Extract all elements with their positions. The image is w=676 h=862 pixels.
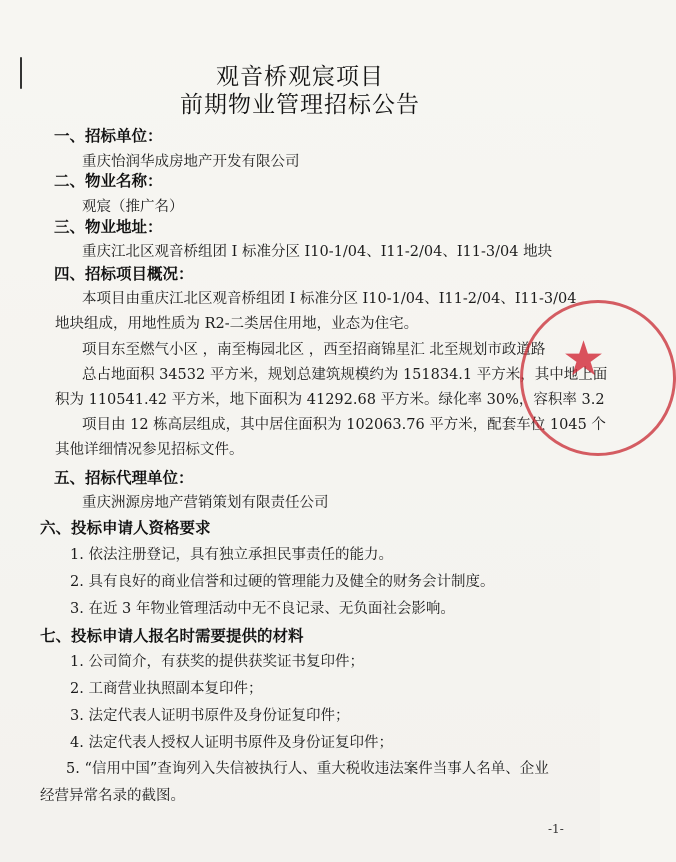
section-6-item-2: 2. 具有良好的商业信誉和过硬的管理能力及健全的财务会计制度。 xyxy=(70,574,495,590)
section-7-item-5: 5. “信用中国”查询列入失信被执行人、重大税收违法案件当事人名单、企业 xyxy=(66,761,549,777)
section-7-item-1: 1. 公司简介，有获奖的提供获奖证书复印件； xyxy=(70,654,364,670)
section-heading-7: 七、投标申请人报名时需要提供的材料 xyxy=(40,627,304,645)
section-heading-6: 六、投标申请人资格要求 xyxy=(40,519,211,537)
section-heading-4: 四、招标项目概况： xyxy=(54,265,194,283)
section-3-line-1: 重庆江北区观音桥组团 I 标准分区 I10-1/04、I11-2/04、I11-3/04 地块 xyxy=(82,244,553,260)
section-7-item-2: 2. 工商营业执照副本复印件； xyxy=(70,681,263,697)
document-title-line1: 观音桥观宸项目 xyxy=(216,64,384,90)
section-5-line-1: 重庆洲源房地产营销策划有限责任公司 xyxy=(82,495,329,511)
section-heading-3: 三、物业地址： xyxy=(54,218,163,236)
section-4-line-6: 项目由 12 栋高层组成，其中居住面积为 102063.76 平方米，配套车位 1045 个 xyxy=(82,417,606,433)
section-7-item-3: 3. 法定代表人证明书原件及身份证复印件； xyxy=(70,708,350,724)
section-4-line-7: 其他详细情况参见招标文件。 xyxy=(55,442,244,458)
section-6-item-3: 3. 在近 3 年物业管理活动中无不良记录、无负面社会影响。 xyxy=(70,601,455,617)
document-title-line2: 前期物业管理招标公告 xyxy=(180,92,420,118)
section-heading-2: 二、物业名称： xyxy=(54,172,163,190)
section-4-line-1: 本项目由重庆江北区观音桥组团 I 标准分区 I10-1/04、I11-2/04、I11-3/04 xyxy=(82,291,577,307)
section-6-item-1: 1. 依法注册登记，具有独立承担民事责任的能力。 xyxy=(70,547,393,563)
section-1-line-1: 重庆怡润华成房地产开发有限公司 xyxy=(82,154,300,170)
section-4-line-2: 地块组成，用地性质为 R2-二类居住用地，业态为住宅。 xyxy=(55,316,419,332)
section-4-line-4: 总占地面积 34532 平方米，规划总建筑规模约为 151834.1 平方米，其中地上面 xyxy=(82,367,608,383)
section-4-line-5: 积为 110541.42 平方米，地下面积为 41292.68 平方米。绿化率 30%，容积率 3.2 xyxy=(55,392,605,408)
section-heading-5: 五、招标代理单位： xyxy=(54,469,194,487)
section-7-item-4: 4. 法定代表人授权人证明书原件及身份证复印件； xyxy=(70,735,393,751)
section-2-line-1: 观宸（推广名） xyxy=(82,199,184,215)
section-4-line-3: 项目东至燃气小区 ，南至梅园北区 ，西至招商锦星汇 北至规划市政道路 xyxy=(82,342,546,358)
section-heading-1: 一、招标单位： xyxy=(54,127,163,145)
seal-star-icon: ★ xyxy=(562,331,606,387)
page-number: -1- xyxy=(548,822,564,836)
section-7-item-5-cont: 经营异常名录的截图。 xyxy=(40,788,185,804)
